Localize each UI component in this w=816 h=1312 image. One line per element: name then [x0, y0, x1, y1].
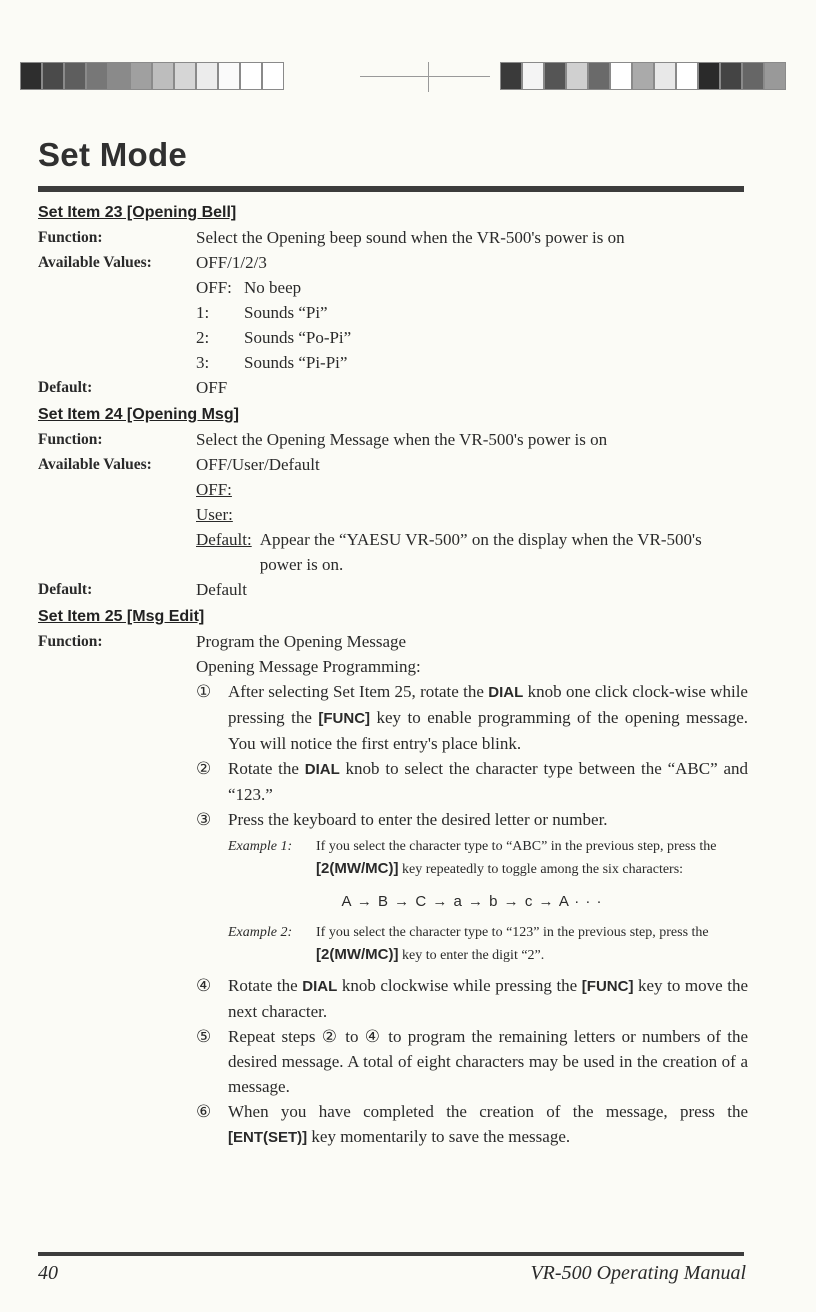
function-label: Function: [38, 229, 103, 246]
default-label: Default: [38, 379, 93, 396]
option-off: OFF: [196, 480, 232, 499]
step-2: ② Rotate the DIAL knob to select the character type between the “ABC” and “123.” [196, 759, 748, 804]
item-heading: Set Item 23 [Opening Bell] [38, 204, 237, 221]
values-text: OFF/1/2/3 [196, 253, 267, 272]
option-row: 3: Sounds “Pi-Pi” [196, 353, 348, 372]
set-item-24 [38, 402, 748, 602]
step-3: ③ Press the keyboard to enter the desired letter or number. [196, 810, 608, 829]
option-default: Default: Appear the “YAESU VR-500” on the display when the VR-500's power is on. [196, 530, 702, 574]
title-rule [38, 186, 744, 192]
function-label: Function: [38, 633, 103, 650]
option-user: User: [196, 505, 233, 524]
step-6: ⑥ When you have completed the creation of the message, press the [ENT(SET)] key momentarily to save the message. [196, 1102, 748, 1146]
function-label: Function: [38, 431, 103, 448]
function-text: Program the Opening Message [196, 632, 407, 651]
default-label: Default: [38, 581, 93, 598]
step-5: ⑤ Repeat steps ② to ④ to program the remaining letters or numbers of the desired message. A total of eight characters may be used in the creation of a message. [196, 1027, 748, 1096]
color-blocks-left [20, 62, 284, 90]
character-sequence: A → B → C → a → b → c → A · · · [341, 893, 603, 910]
page-content [38, 198, 748, 1150]
registration-line [360, 76, 490, 77]
step-1: ① After selecting Set Item 25, rotate the DIAL knob one click clock-wise while pressing the [FUNC] key to enable programming of the opening message. You will notice the first entry's place blink. [196, 682, 748, 753]
default-value: OFF [196, 378, 228, 397]
color-blocks-right [500, 62, 786, 90]
example-1: Example 1: If you select the character type to “ABC” in the previous step, press the [2(MW/MC)] key repeatedly to toggle among the six characters: [228, 839, 717, 877]
registration-cross [428, 62, 429, 92]
values-label: Available Values: [38, 456, 152, 473]
manual-title: VR-500 Operating Manual [530, 1262, 746, 1284]
function-text: Select the Opening beep sound when the VR-500's power is on [196, 228, 625, 247]
registration-bar [20, 62, 800, 92]
function-text: Select the Opening Message when the VR-500's power is on [196, 430, 608, 449]
set-item-23 [38, 200, 748, 400]
values-label: Available Values: [38, 254, 152, 271]
programming-subhead: Opening Message Programming: [196, 657, 421, 676]
footer-rule [38, 1252, 744, 1256]
page-number: 40 [38, 1262, 58, 1284]
page-title: Set Mode [38, 136, 188, 173]
option-row: OFF: No beep [196, 278, 302, 297]
set-item-25 [38, 604, 748, 1150]
step-4: ④ Rotate the DIAL knob clockwise while pressing the [FUNC] key to move the next character. [196, 976, 748, 1021]
item-heading: Set Item 25 [Msg Edit] [38, 608, 205, 625]
example-2: Example 2: If you select the character type to “123” in the previous step, press the [2(MW/MC)] key to enter the digit “2”. [228, 925, 709, 963]
values-text: OFF/User/Default [196, 455, 320, 474]
default-value: Default [196, 580, 247, 599]
option-row: 1: Sounds “Pi” [196, 303, 328, 322]
option-row: 2: Sounds “Po-Pi” [196, 328, 352, 347]
item-heading: Set Item 24 [Opening Msg] [38, 406, 239, 423]
